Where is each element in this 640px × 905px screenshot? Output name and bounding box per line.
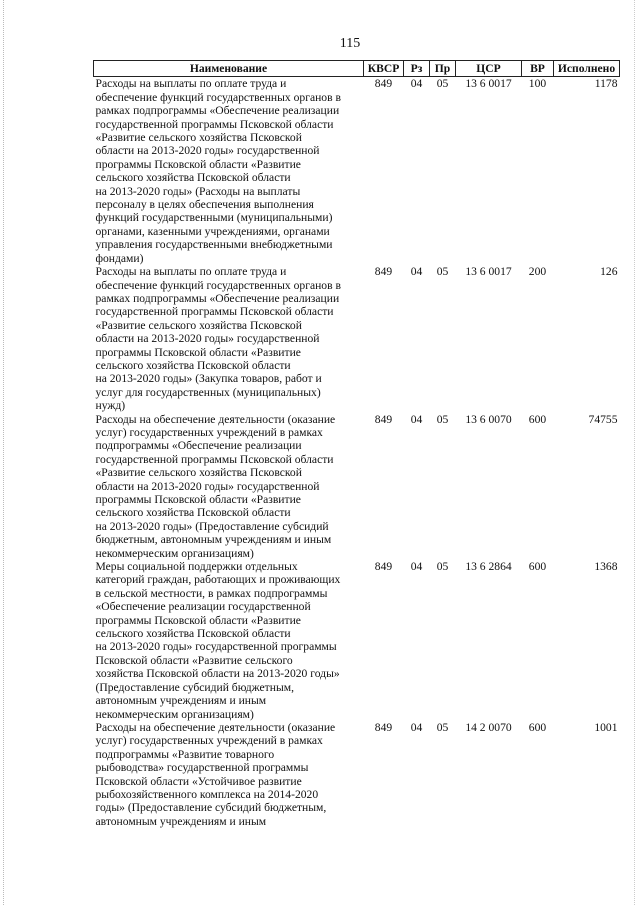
row-done: 74755	[588, 412, 618, 426]
row-name-line: государственной программы Псковской области	[95, 117, 334, 131]
row-name-line: хозяйства Псковской области на 2013-2020 годы»	[95, 667, 340, 681]
row-csr: 13 6 2864	[465, 560, 512, 574]
row-done: 1368	[594, 560, 618, 574]
row-pr: 05	[436, 560, 449, 574]
row-name	[94, 721, 364, 828]
header-kvsr: КВСР	[364, 61, 404, 77]
table-row	[94, 77, 620, 265]
row-name-line: Меры социальной поддержки отдельных	[95, 560, 298, 574]
header-pr: Пр	[430, 61, 456, 77]
row-name-line: рыбохозяйственного комплекса на 2014-2020	[95, 787, 319, 801]
table-row	[94, 413, 620, 560]
row-name-line: подпрограммы «Развитие товарного	[95, 747, 275, 761]
row-name-line: на 2013-2020 годы» (Предоставление субсидий	[95, 519, 329, 533]
row-name-line: программы Псковской области «Развитие	[95, 157, 301, 171]
row-name-line: автономным учреждениям и иным	[95, 814, 267, 828]
row-kvsr: 849	[374, 720, 393, 734]
row-vr: 600	[528, 560, 547, 574]
row-name-line: годы» (Предоставление субсидий бюджетным,	[95, 801, 327, 815]
row-name-line: некоммерческим организациям)	[95, 707, 254, 721]
row-name-line: сельского хозяйства Псковской области	[95, 627, 291, 641]
row-name-line: Расходы на выплаты по оплате труда и	[95, 77, 287, 91]
row-name-line: услуг) государственных учреждений в рамках	[95, 425, 323, 439]
table-row	[94, 721, 620, 828]
row-name-line: Расходы на обеспечение деятельности (оказание	[95, 720, 336, 734]
row-csr: 13 6 0070	[465, 412, 512, 426]
header-csr: ЦСР	[456, 61, 522, 77]
row-name-line: сельского хозяйства Псковской области	[95, 358, 291, 372]
row-pr: 05	[436, 265, 449, 279]
row-name-line: «Развитие сельского хозяйства Псковской	[95, 131, 302, 145]
row-name-line: подпрограммы «Обеспечение реализации	[95, 439, 302, 453]
row-rz: 04	[410, 412, 423, 426]
row-name-line: программы Псковской области «Развитие	[95, 613, 301, 627]
row-name-line: управления государственными внебюджетными	[95, 238, 333, 252]
row-name-line: Псковской области «Устойчивое развитие	[95, 774, 302, 788]
budget-table	[93, 60, 620, 828]
row-name-line: рамках подпрограммы «Обеспечение реализации	[95, 104, 340, 118]
row-name	[94, 413, 364, 560]
row-name-line: органами, казенными учреждениями, органами	[95, 224, 330, 238]
table-body	[94, 77, 620, 828]
row-vr: 200	[528, 265, 547, 279]
table-header-row	[94, 61, 620, 77]
row-name-line: (Предоставление субсидий бюджетным,	[95, 680, 294, 694]
row-name-line: Расходы на обеспечение деятельности (оказание	[95, 412, 336, 426]
row-name-line: некоммерческим организациям)	[95, 546, 254, 560]
row-name-line: «Обеспечение реализации государственной	[95, 600, 311, 614]
row-name-line: рамках подпрограммы «Обеспечение реализации	[95, 291, 340, 305]
row-name-line: фондами)	[95, 251, 144, 265]
row-name-line: сельского хозяйства Псковской области	[95, 506, 291, 520]
row-name-line: на 2013-2020 годы» государственной программы	[95, 640, 337, 654]
row-name-line: рыбоводства» государственной программы	[95, 761, 309, 775]
row-name-line: Псковской области «Развитие сельского	[95, 653, 293, 667]
row-kvsr: 849	[374, 560, 393, 574]
row-name-line: персоналу в целях обеспечения выполнения	[95, 198, 314, 212]
row-vr: 600	[528, 720, 547, 734]
row-name-line: услуг) государственных учреждений в рамках	[95, 734, 323, 748]
row-name-line: услуг для государственных (муниципальных)	[95, 385, 321, 399]
row-csr: 13 6 0017	[465, 77, 512, 91]
row-name-line: категорий граждан, работающих и проживающих	[95, 573, 341, 587]
row-kvsr: 849	[374, 77, 393, 91]
row-name-line: на 2013-2020 годы» (Расходы на выплаты	[95, 184, 301, 198]
row-kvsr: 849	[374, 412, 393, 426]
row-vr: 100	[528, 77, 547, 91]
row-name-line: сельского хозяйства Псковской области	[95, 171, 291, 185]
row-name	[94, 265, 364, 412]
scan-edge-left	[3, 0, 5, 905]
row-name-line: программы Псковской области «Развитие	[95, 345, 301, 359]
scan-edge-right	[634, 0, 636, 905]
row-name-line: бюджетным, автономным учреждениям и иным	[95, 533, 332, 547]
row-name-line: обеспечение функций государственных органов в	[95, 278, 341, 292]
row-name-line: области на 2013-2020 годы» государственной	[95, 144, 320, 158]
row-name	[94, 77, 364, 265]
row-vr: 600	[528, 412, 547, 426]
row-name-line: «Развитие сельского хозяйства Псковской	[95, 466, 302, 480]
row-name-line: на 2013-2020 годы» (Закупка товаров, работ и	[95, 372, 322, 386]
row-kvsr: 849	[374, 265, 393, 279]
row-name-line: в сельской местности, в рамках подпрограммы	[95, 586, 328, 600]
row-csr: 14 2 0070	[465, 720, 512, 734]
row-csr: 13 6 0017	[465, 265, 512, 279]
row-rz: 04	[410, 77, 423, 91]
table-row	[94, 265, 620, 412]
row-done: 1001	[594, 720, 618, 734]
table-row	[94, 560, 620, 721]
row-name	[94, 560, 364, 721]
row-done: 1178	[594, 77, 618, 91]
row-done: 126	[600, 265, 618, 279]
row-name-line: области на 2013-2020 годы» государственной	[95, 332, 320, 346]
header-vr: ВР	[522, 61, 554, 77]
row-name-line: «Развитие сельского хозяйства Псковской	[95, 318, 302, 332]
row-rz: 04	[410, 720, 423, 734]
row-name-line: обеспечение функций государственных органов в	[95, 90, 341, 104]
row-pr: 05	[436, 720, 449, 734]
row-name-line: функций государственными (муниципальными)	[95, 211, 333, 225]
row-name-line: Расходы на выплаты по оплате труда и	[95, 265, 287, 279]
row-name-line: программы Псковской области «Развитие	[95, 493, 301, 506]
header-name: Наименование	[94, 61, 364, 77]
header-done: Исполнено	[554, 61, 620, 77]
row-name-line: нужд)	[95, 399, 126, 413]
row-name-line: автономным учреждениям и иным	[95, 694, 267, 708]
row-name-line: государственной программы Псковской области	[95, 305, 334, 319]
row-rz: 04	[410, 265, 423, 279]
row-rz: 04	[410, 560, 423, 574]
header-rz: Рз	[404, 61, 430, 77]
row-name-line: государственной программы Псковской области	[95, 452, 334, 466]
page-number: 115	[339, 36, 361, 51]
row-pr: 05	[436, 77, 449, 91]
row-pr: 05	[436, 412, 449, 426]
row-name-line: области на 2013-2020 годы» государственной	[95, 479, 320, 493]
